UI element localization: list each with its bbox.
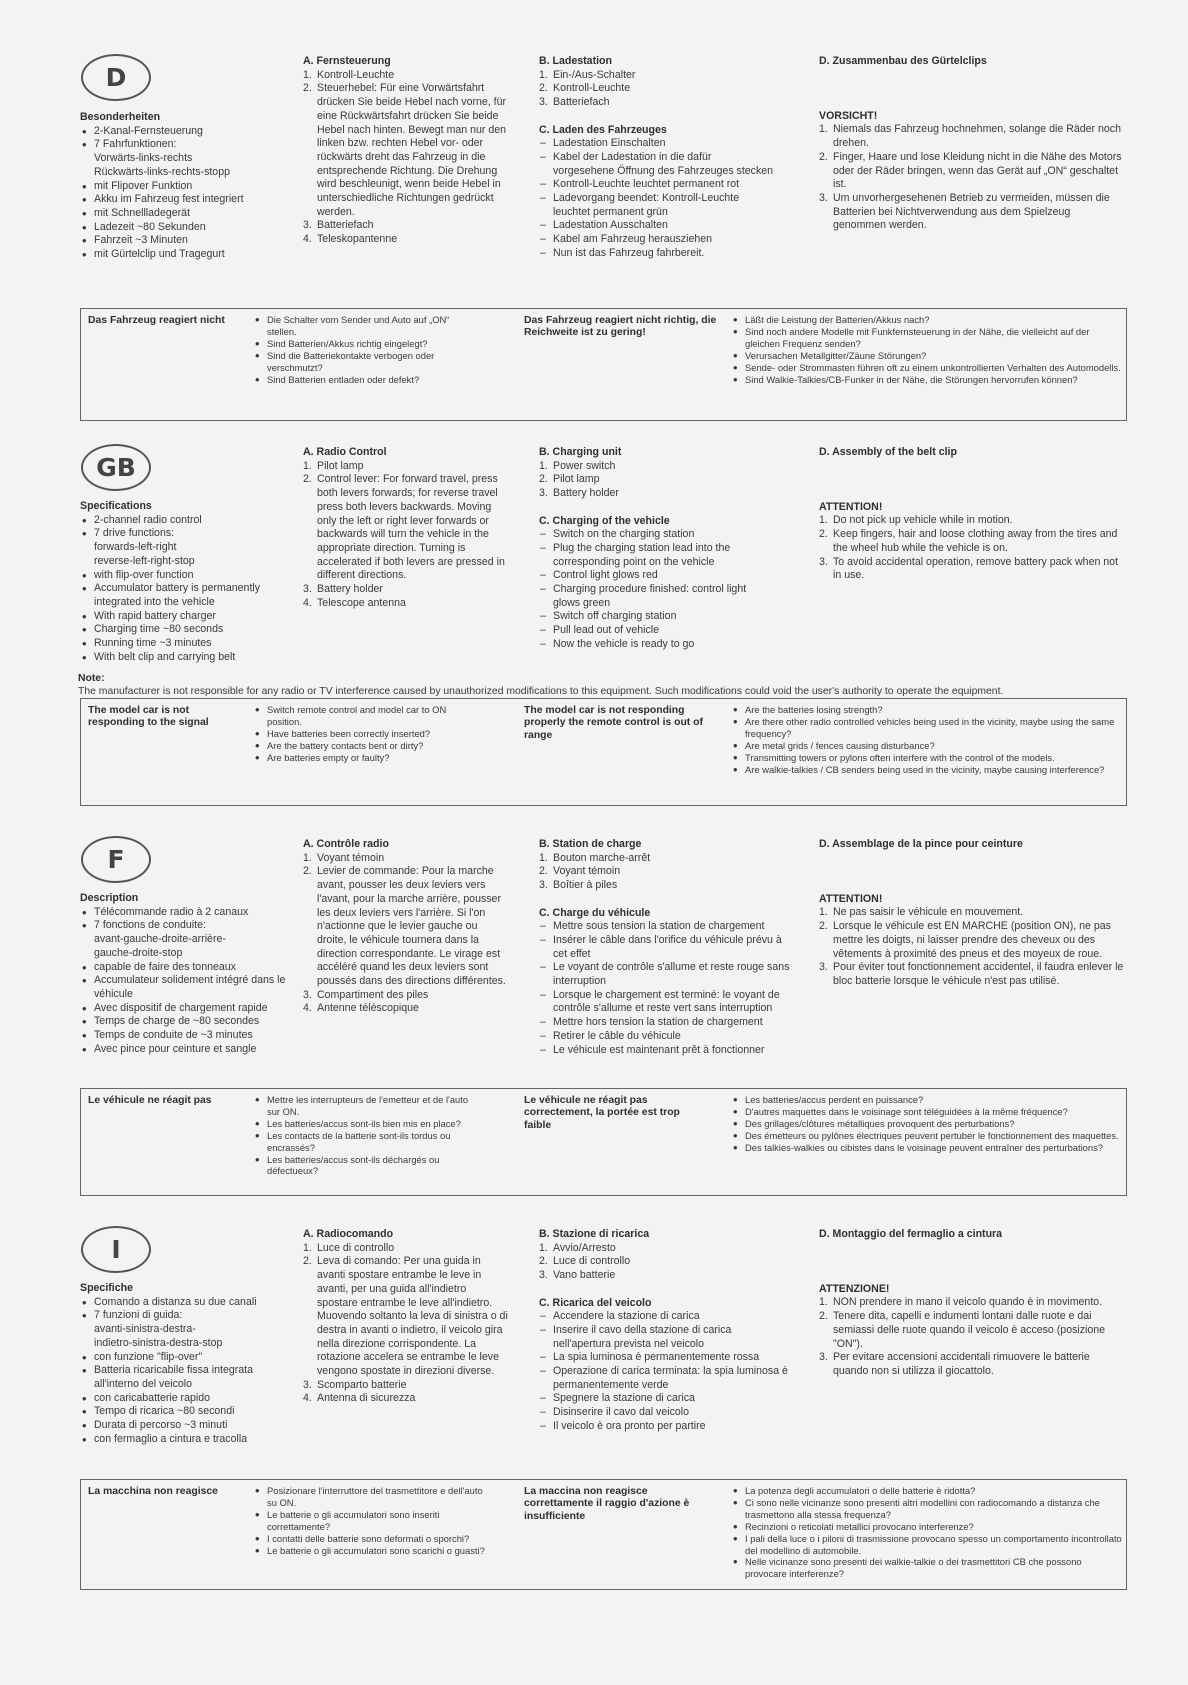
list-item: 2. Pilot lamp [539,473,600,486]
list-item: – Plug the charging station lead into the corresponding point on the vehicle [539,542,774,569]
spec-list [80,906,295,1057]
list-item: 3. Boîtier à piles [539,879,618,892]
list-item: 3. Um unvorhergesehenen Betrieb zu vermeiden, müssen die Batterien bei Nichtverwendung aus dem Spielzeug genommen werden. [819,191,1110,232]
list-item: • Are metal grids / fences causing disturbance? [731,740,1123,752]
charging-column [539,446,774,652]
b-title: B. Stazione di ricarica [539,1228,650,1240]
list-item: – Disinserire il cavo dal veicolo [539,1406,789,1420]
spec-title: Besonderheiten [80,111,161,123]
attention-title: ATTENTION! [819,500,883,513]
list-item: • Posizionare l'interruttore del trasmettitore e dell'auto su ON. [253,1485,493,1509]
list-item: • mit Schnellladegerät [80,207,290,221]
radio-control-column [303,838,508,1016]
list-item: 2. Steuerhebel: Für eine Vorwärtsfahrt drücken Sie beide Hebel nach vorne, für eine Rückwärtsfahrt drücken Sie beide Hebel nach hinten. Bewegt man nur den linken bzw. rechten Hebel vor- oder rückwärts dreht das Fahrzeug in die entsprechende Richtung. Die Drehung wird beschleunigt, wenn beide Hebel in unterschiedliche Richtungen gedrückt werden. [303,82,507,218]
list-item: • Running time ~3 minutes [80,637,290,651]
list-item: 4. Antenna di sicurezza [303,1392,416,1405]
list-item: – Kabel der Ladestation in die dafür vorgesehene Öffnung des Fahrzeuges stecken [539,151,774,178]
list-item: • Transmitting towers or pylons often interfere with the control of the models. [731,752,1123,764]
list-item: – Lorsque le chargement est terminé: le voyant de contrôle s'allume et reste vert sans interruption [539,989,794,1016]
list-item: • I pali della luce o i piloni di trasmissione provocano spesso un comportamento incontrollato del modellino di automobile. [731,1533,1123,1557]
country-badge-it: I [81,1226,151,1273]
list-item: 1. Avvio/Arresto [539,1241,616,1254]
list-item: • 7 Fahrfunktionen: Vorwärts-links-rechts Rückwärts-links-rechts-stopp [80,138,290,179]
list-item: • Durata di percorso ~3 minuti [80,1419,295,1433]
list-item: – Accendere la stazione di carica [539,1310,789,1324]
t2-title: The model car is not responding properly the remote control is out of range [524,705,703,741]
d-title: D. Assembly of the belt clip [819,446,957,458]
list-item: 1. Bouton marche-arrêt [539,851,651,864]
list-item: – Mettre sous tension la station de chargement [539,920,794,934]
list-item: 1. Power switch [539,459,616,472]
list-item: 3. Scomparto batterie [303,1378,407,1391]
list-item: • capable de faire des tonneaux [80,961,295,975]
c-list [539,137,774,260]
attention-title: VORSICHT! [819,109,878,122]
list-item: • Accumulator battery is permanently integrated into the vehicle [80,582,290,609]
list-item: • Recinzioni o reticolati metallici provocano interferenze? [731,1521,1123,1533]
attention-list [819,906,1129,988]
c-title: C. Laden des Fahrzeuges [539,123,667,136]
list-item: 3. Compartiment des piles [303,988,429,1001]
list-item: • Télécommande radio à 2 canaux [80,906,295,920]
t2-list [731,704,1123,775]
spec-title: Specifications [80,500,152,512]
list-item: • Sind die Batteriekontakte verbogen oder verschmutzt? [253,350,458,374]
t2-title: La maccina non reagisce correttamente il raggio d'azione è insufficiente [524,1486,690,1522]
list-item: • Verursachen Metallgitter/Zäune Störungen? [731,350,1123,362]
list-item: 3. Vano batterie [539,1269,616,1282]
t1-list [253,1094,478,1177]
b-list [539,69,774,110]
country-badge-de: D [81,54,151,101]
charging-column [539,55,774,261]
list-item: • Are the batteries losing strength? [731,704,1123,716]
list-item: • Les batteries/accus sont-ils bien mis en place? [253,1118,478,1130]
list-item: • Akku im Fahrzeug fest integriert [80,193,290,207]
belt-clip-column [819,1228,1119,1379]
list-item: • 7 drive functions: forwards-left-right reverse-left-right-stop [80,527,290,568]
t2-list [731,1485,1123,1580]
list-item: – Spegnere la stazione di carica [539,1392,789,1406]
list-item: – Pull lead out of vehicle [539,624,774,638]
list-item: • With rapid battery charger [80,610,290,624]
list-item: • Des talkies-walkies ou cibistes dans le voisinage peuvent entraîner des perturbations? [731,1142,1123,1154]
list-item: • Are the battery contacts bent or dirty? [253,740,458,752]
list-item: • Des grillages/clôtures métalliques provoquent des perturbations? [731,1118,1123,1130]
list-item: • Sind Batterien/Akkus richtig eingelegt? [253,338,458,350]
charging-column [539,1228,789,1434]
a-title: A. Radio Control [303,446,387,458]
t1-title: Das Fahrzeug reagiert nicht [88,315,225,326]
troubleshooting-box-de [80,308,1127,421]
t1-list [253,704,458,764]
list-item: 3. Per evitare accensioni accidentali rimuovere le batterie quando non si utilizza il giocattolo. [819,1351,1090,1377]
list-item: • Ci sono nelle vicinanze sono presenti altri modellini con radiocomando a distanza che trasmettono alla stessa frequenza? [731,1497,1123,1521]
list-item: 1. Do not pick up vehicle while in motion. [819,514,1013,527]
list-item: • Charging time ~80 seconds [80,623,290,637]
list-item: – Ladevorgang beendet: Kontroll-Leuchte leuchtet permanent grün [539,192,774,219]
charging-column [539,838,794,1057]
list-item: • 7 fonctions de conduite: avant-gauche-droite-arrière- gauche-droite-stop [80,919,295,960]
list-item: – Control light glows red [539,569,774,583]
list-item: • Accumulateur solidement intégré dans le véhicule [80,974,295,1001]
list-item: – Inserire il cavo della stazione di carica nell'apertura prevista nel veicolo [539,1324,789,1351]
list-item: • Switch remote control and model car to ON position. [253,704,458,728]
c-title: C. Charge du véhicule [539,906,651,919]
list-item: 3. Batteriefach [539,96,610,109]
list-item: – Ladestation Ausschalten [539,219,774,233]
list-item: 3. Battery holder [303,583,383,596]
d-title: D. Zusammenbau des Gürtelclips [819,55,987,67]
list-item: 3. Batteriefach [303,219,374,232]
spec-list [80,514,290,665]
c-list [539,1310,789,1433]
troubleshooting-box-it [80,1479,1127,1590]
list-item: – Switch off charging station [539,610,774,624]
t1-list [253,1485,493,1556]
t1-list [253,314,458,385]
list-item: • Des émetteurs ou pylônes électriques peuvent pertuber le fonctionnement des maquettes. [731,1130,1123,1142]
list-item: 3. Pour éviter tout fonctionnement accidentel, il faudra enlever le bloc batterie lorsque le véhicule n'est pas utilisé. [819,961,1124,987]
list-item: • Sind Batterien entladen oder defekt? [253,374,458,386]
troubleshooting-box-gb [80,698,1127,806]
list-item: – Il veicolo è ora pronto per partire [539,1420,789,1434]
a-list [303,852,508,1016]
list-item: • Mettre les interrupteurs de l'emetteur et de l'auto sur ON. [253,1094,478,1118]
a-list [303,460,508,611]
attention-list [819,514,1124,583]
list-item: • Le batterie o gli accumulatori sono inseriti correttamente? [253,1509,493,1533]
list-item: • Are walkie-talkies / CB senders being used in the vicinity, maybe causing interference? [731,764,1123,776]
a-title: A. Fernsteuerung [303,55,391,67]
a-title: A. Contrôle radio [303,838,389,850]
list-item: – Switch on the charging station [539,528,774,542]
belt-clip-column [819,446,1124,583]
c-list [539,920,794,1057]
specs-column [80,892,295,1056]
c-title: C. Ricarica del veicolo [539,1296,652,1309]
t2-list [731,1094,1123,1154]
list-item: • Temps de conduite de ~3 minutes [80,1029,295,1043]
list-item: – Le voyant de contrôle s'allume et reste rouge sans interruption [539,961,794,988]
list-item: 2. Finger, Haare und lose Kleidung nicht in die Nähe des Motors oder der Räder bringen, wenn das Gerät auf „ON“ geschaltet ist. [819,150,1122,191]
a-title: A. Radiocomando [303,1228,394,1240]
list-item: 2. Keep fingers, hair and loose clothing away from the tires and the wheel hub while the vehicle is on. [819,528,1118,554]
list-item: – Ladestation Einschalten [539,137,774,151]
list-item: 1. Niemals das Fahrzeug hochnehmen, solange die Räder noch drehen. [819,123,1121,150]
list-item: • Le batterie o gli accumulatori sono scarichi o guasti? [253,1545,493,1557]
t2-title: Le véhicule ne réagit pas correctement, la portée est trop faible [524,1095,680,1131]
attention-title: ATTENTION! [819,892,883,905]
attention-list [819,1296,1119,1378]
t1-title: Le véhicule ne réagit pas [88,1095,212,1106]
d-title: D. Montaggio del fermaglio a cintura [819,1228,1003,1240]
list-item: – Kontroll-Leuchte leuchtet permanent rot [539,178,774,192]
t2-list [731,314,1123,385]
list-item: • Are there other radio controlled vehicles being used in the vicinity, maybe using the same frequency? [731,716,1123,740]
a-list [303,1242,508,1406]
list-item: • Ladezeit ~80 Sekunden [80,221,290,235]
list-item: 3. Battery holder [539,487,619,500]
list-item: • mit Gürtelclip und Tragegurt [80,248,290,262]
list-item: • 2-Kanal-Fernsteuerung [80,125,290,139]
list-item: 1. Pilot lamp [303,459,364,472]
list-item: • D'autres maquettes dans le voisinage sont téléguidées à la même fréquence? [731,1106,1123,1118]
belt-clip-column [819,838,1129,989]
list-item: • con funzione "flip-over" [80,1351,295,1365]
list-item: 1. Ein-/Aus-Schalter [539,68,636,81]
list-item: – Retirer le câble du véhicule [539,1030,794,1044]
list-item: • Are batteries empty or faulty? [253,752,458,764]
list-item: – Charging procedure finished: control light glows green [539,583,774,610]
c-title: C. Charging of the vehicle [539,514,670,527]
list-item: 1. Voyant témoin [303,851,385,864]
list-item: • With belt clip and carrying belt [80,651,290,665]
list-item: 1. Kontroll-Leuchte [303,68,395,81]
list-item: • Tempo di ricarica ~80 secondi [80,1405,295,1419]
list-item: 4. Telescope antenna [303,596,406,609]
list-item: 2. Control lever: For forward travel, press both levers forwards; for reverse travel press both levers backwards. Moving only the left or right lever forwards or backwards will turn the vehicle in the appropriate direction. Turning is accelerated if both levers are pressed in different directions. [303,473,505,582]
list-item: • Die Schalter vom Sender und Auto auf „ON“ stellen. [253,314,458,338]
list-item: 2. Lorsque le véhicule est EN MARCHE (position ON), ne pas mettre les doigts, ni laisser prendre des cheveux ou des vêtements à proximité des pneus et des moyeux de roue. [819,920,1111,960]
list-item: • with flip-over function [80,569,290,583]
list-item: – Mettre hors tension la station de chargement [539,1016,794,1030]
belt-clip-column [819,55,1124,233]
t2-title: Das Fahrzeug reagiert nicht richtig, die Reichweite ist zu gering! [524,315,717,339]
d-title: D. Assemblage de la pince pour ceinture [819,838,1023,850]
note-title: Note: [78,673,105,684]
list-item: • Sind noch andere Modelle mit Funkfernsteuerung in der Nähe, die vielleicht auf der gleichen Frequenz senden? [731,326,1123,350]
list-item: • Avec dispositif de chargement rapide [80,1002,295,1016]
c-list [539,528,774,651]
list-item: 2. Levier de commande: Pour la marche avant, pousser les deux leviers vers l'avant, pour la marche arrière, pousser les deux leviers vers l'arrière. Si l'on n'actionne que le levier gauche ou droite, le véhicule tournera dans la direction correspondante. Le virage est accéléré quand les deux leviers sont poussés dans des directions différentes. [303,865,506,988]
attention-list [819,123,1124,233]
list-item: • Les batteries/accus perdent en puissance? [731,1094,1123,1106]
list-item: 1. NON prendere in mano il veicolo quando è in movimento. [819,1296,1103,1309]
list-item: 3. To avoid accidental operation, remove battery pack when not in use. [819,555,1119,582]
a-list [303,69,508,247]
note-text: The manufacturer is not responsible for any radio or TV interference caused by unauthorized modifications to this equipment. Such modifications could void the user's authority to operate the equipment. [78,686,1004,697]
list-item: • I contatti delle batterie sono deformati o sporchi? [253,1533,493,1545]
b-list [539,460,774,501]
list-item: • Fahrzeit ~3 Minuten [80,234,290,248]
country-badge-gb: GB [81,444,151,491]
list-item: 2. Tenere dita, capelli e indumenti lontani dalle ruote e dai semiassi delle ruote quando il veicolo è acceso (posizione "ON"). [819,1310,1106,1350]
list-item: • Have batteries been correctly inserted? [253,728,458,740]
list-item: 2. Voyant témoin [539,865,621,878]
list-item: • La potenza degli accumulatori o delle batterie è ridotta? [731,1485,1123,1497]
list-item: • Nelle vicinanze sono presenti dei walkie-talkie o dei trasmettitori CB che possono provocare interferenze? [731,1556,1123,1580]
list-item: – Le véhicule est maintenant prêt à fonctionner [539,1044,794,1058]
b-title: B. Station de charge [539,838,642,850]
list-item: 1. Luce di controllo [303,1241,395,1254]
radio-control-column [303,55,508,247]
list-item: • Les contacts de la batterie sont-ils tordus ou encrassés? [253,1130,478,1154]
list-item: – Operazione di carica terminata: la spia luminosa è permanentemente verde [539,1365,789,1392]
list-item: 1. Ne pas saisir le véhicule en mouvement. [819,906,1024,919]
list-item: 2. Kontroll-Leuchte [539,82,631,95]
list-item: • 2-channel radio control [80,514,290,528]
note [78,672,1138,698]
list-item: • Avec pince pour ceinture et sangle [80,1043,295,1057]
list-item: 4. Teleskopantenne [303,233,398,246]
list-item: • Sind Walkie-Talkies/CB-Funker in der Nähe, die Störungen hervorrufen können? [731,374,1123,386]
list-item: • mit Flipover Funktion [80,180,290,194]
spec-list [80,125,290,262]
country-badge-fr: F [81,836,151,883]
b-title: B. Charging unit [539,446,622,458]
list-item: 2. Luce di controllo [539,1255,631,1268]
b-title: B. Ladestation [539,55,612,67]
list-item: – Kabel am Fahrzeug herausziehen [539,233,774,247]
list-item: • Temps de charge de ~80 secondes [80,1015,295,1029]
spec-title: Description [80,892,139,904]
attention-title: ATTENZIONE! [819,1282,890,1295]
radio-control-column [303,1228,508,1406]
list-item: • con fermaglio a cintura e tracolla [80,1433,295,1447]
list-item: • Läßt die Leistung der Batterien/Akkus nach? [731,314,1123,326]
list-item: • Comando a distanza su due canali [80,1296,295,1310]
b-list [539,852,794,893]
radio-control-column [303,446,508,610]
list-item: 4. Antenne téléscopique [303,1002,419,1015]
t1-title: La macchina non reagisce [88,1486,218,1497]
list-item: • Sende- oder Strommasten führen oft zu einem unkontrollierten Verhalten des Automodells. [731,362,1123,374]
list-item: • Les batteries/accus sont-ils déchargés ou défectueux? [253,1154,478,1178]
list-item: • Batteria ricaricabile fissa integrata all'interno del veicolo [80,1364,295,1391]
list-item: • 7 funzioni di guida: avanti-sinistra-destra- indietro-sinistra-destra-stop [80,1309,295,1350]
spec-title: Specifiche [80,1282,133,1294]
list-item: • con caricabatterie rapido [80,1392,295,1406]
t1-title: The model car is not responding to the signal [88,705,209,729]
troubleshooting-box-fr [80,1088,1127,1196]
list-item: – Insérer le câble dans l'orifice du véhicule prévu à cet effet [539,934,794,961]
specs-column [80,500,290,664]
specs-column [80,111,290,262]
spec-list [80,1296,295,1447]
list-item: – Nun ist das Fahrzeug fahrbereit. [539,247,774,261]
list-item: – La spia luminosa è permanentemente rossa [539,1351,789,1365]
b-list [539,1242,789,1283]
specs-column [80,1282,295,1446]
list-item: 2. Leva di comando: Per una guida in avanti spostare entrambe le leve in avanti, per una guida all'indietro spostare entrambe le leve all'indietro. Muovendo soltanto la leva di sinistra o di destra in avanti o indietro, il veicolo gira nella direzione corrispondente. La rotazione accelera se entrambe le leve vengono spostate in direzioni diverse. [303,1255,508,1378]
list-item: – Now the vehicle is ready to go [539,638,774,652]
